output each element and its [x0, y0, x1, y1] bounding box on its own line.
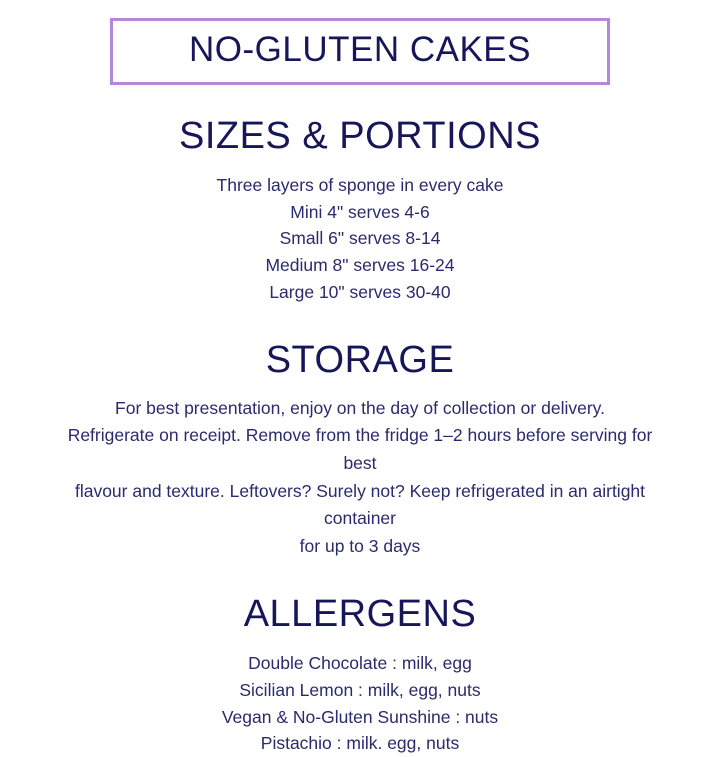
- text-line: Medium 8" serves 16-24: [265, 254, 455, 275]
- section-sizes-and-portions: [30, 115, 690, 306]
- text-line: For best presentation, enjoy on the day of collection or delivery.: [115, 397, 605, 418]
- text-line: Double Chocolate : milk, egg: [248, 653, 472, 674]
- section-body-allergens: [30, 650, 690, 756]
- title-banner: [110, 18, 610, 85]
- section-body-storage: [50, 395, 670, 561]
- section-body-sizes: [30, 172, 690, 305]
- section-heading-sizes: SIZES & PORTIONS: [178, 114, 542, 157]
- text-line: Sicilian Lemon : milk, egg, nuts: [239, 679, 481, 700]
- section-heading-allergens: ALLERGENS: [243, 592, 477, 635]
- section-heading-storage: STORAGE: [265, 339, 455, 382]
- text-line: Pistachio : milk. egg, nuts: [260, 733, 460, 754]
- text-line: Refrigerate on receipt. Remove from the fridge 1–2 hours before serving for best: [67, 425, 653, 474]
- text-line: Three layers of sponge in every cake: [216, 175, 504, 196]
- text-line: Mini 4" serves 4-6: [290, 201, 430, 222]
- text-line: Large 10" serves 30-40: [269, 281, 451, 302]
- text-line: Small 6" serves 8-14: [279, 228, 441, 249]
- section-allergens: [30, 593, 690, 757]
- section-storage: [30, 339, 690, 561]
- page-title: NO-GLUTEN CAKES: [189, 30, 531, 69]
- text-line: Vegan & No-Gluten Sunshine : nuts: [221, 706, 499, 727]
- text-line: flavour and texture. Leftovers? Surely not? Keep refrigerated in an airtight container: [74, 480, 646, 529]
- text-line: for up to 3 days: [299, 536, 421, 557]
